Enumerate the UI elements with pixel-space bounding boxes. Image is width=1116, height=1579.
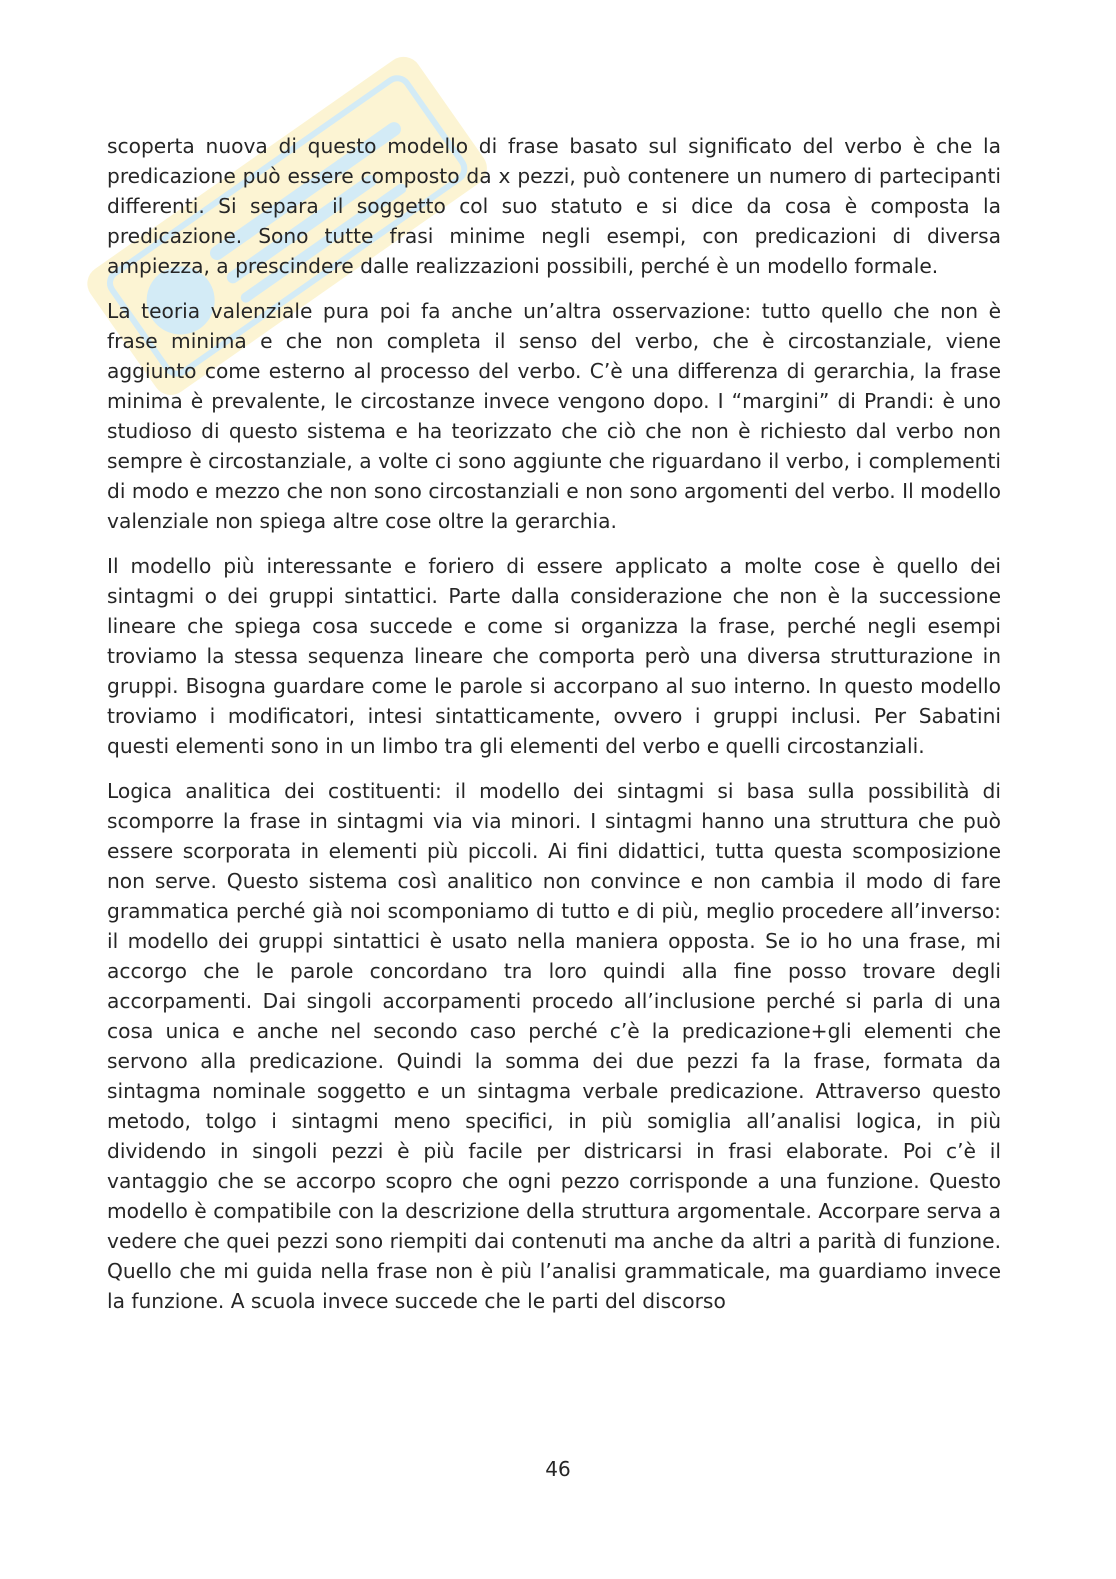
document-body — [107, 131, 1001, 1331]
paragraph-1: scoperta nuova di questo modello di frase basato sul significato del verbo è che la predicazione può essere composto da x pezzi, può contenere un numero di partecipanti differenti. Si separa il soggetto col suo statuto e si dice da cosa è composta la predicazione. Sono tutte frasi minime negli esempi, con predicazioni di diversa ampiezza, a prescindere dalle realizzazioni possibili, perché è un modello formale. — [107, 134, 1001, 278]
paragraph-3: Il modello più interessante e foriero di essere applicato a molte cose è quello dei sintagmi o dei gruppi sintattici. Parte dalla considerazione che non è la successione lineare che spiega cosa succede e come si organizza la frase, perché negli esempi troviamo la stessa sequenza lineare che comporta però una diversa strutturazione in gruppi. Bisogna guardare come le parole si accorpano al suo interno. In questo modello troviamo i modificatori, intesi sintatticamente, ovvero i gruppi inclusi. Per Sabatini questi elementi sono in un limbo tra gli elementi del verbo e quelli circostanziali. — [107, 554, 1001, 758]
paragraph-4: Logica analitica dei costituenti: il modello dei sintagmi si basa sulla possibilità di scomporre la frase in sintagmi via via minori. I sintagmi hanno una struttura che può essere scorporata in elementi più piccoli. Ai fini didattici, tutta questa scomposizione non serve. Questo sistema così analitico non convince e non cambia il modo di fare grammatica perché già noi scomponiamo di tutto e di più, meglio procedere all’inverso: il modello dei gruppi sintattici è usato nella maniera opposta. Se io ho una frase, mi accorgo che le parole concordano tra loro quindi alla fine posso trovare degli accorpamenti. Dai singoli accorpamenti procedo all’inclusione perché si parla di una cosa unica e anche nel secondo caso perché c’è la predicazione+gli elementi che servono alla predicazione. Quindi la somma dei due pezzi fa la frase, formata da sintagma nominale soggetto e un sintagma verbale predicazione. Attraverso questo metodo, tolgo i sintagmi meno specifici, in più somiglia all’analisi logica, in più dividendo in singoli pezzi è più facile per districarsi in frasi elaborate. Poi c’è il vantaggio che se accorpo scopro che ogni pezzo corrisponde a una funzione. Questo modello è compatibile con la descrizione della struttura argomentale. Accorpare serva a vedere che quei pezzi sono riempiti dai contenuti ma anche da altri a parità di funzione. Quello che mi guida nella frase non è più l’analisi grammaticale, ma guardiamo invece la funzione. A scuola invece succede che le parti del discorso — [107, 779, 1001, 1313]
page-number: 46 — [545, 1457, 571, 1481]
paragraph-2: La teoria valenziale pura poi fa anche un’altra osservazione: tutto quello che non è frase minima e che non completa il senso del verbo, che è circostanziale, viene aggiunto come esterno al processo del verbo. C’è una differenza di gerarchia, la frase minima è prevalente, le circostanze invece vengono dopo. I “margini” di Prandi: è uno studioso di questo sistema e ha teorizzato che ciò che non è richiesto dal verbo non sempre è circostanziale, a volte ci sono aggiunte che riguardano il verbo, i complementi di modo e mezzo che non sono circostanziali e non sono argomenti del verbo. Il modello valenziale non spiega altre cose oltre la gerarchia. — [107, 299, 1001, 533]
